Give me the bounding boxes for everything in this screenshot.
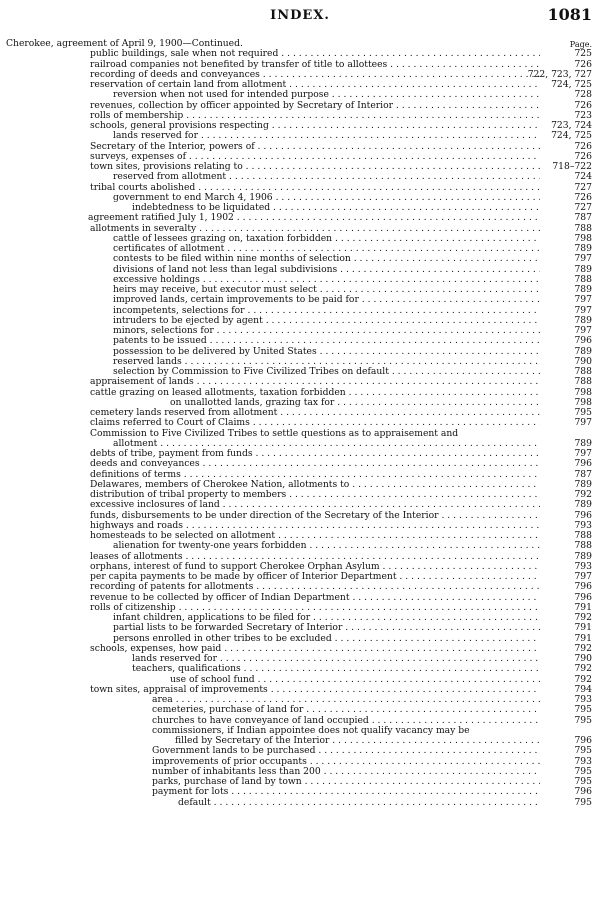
index-entry	[0, 418, 600, 428]
entry-text: churches to have conveyance of land occupied . . .	[152, 716, 540, 726]
index-entry	[0, 70, 600, 80]
entry-text: default . . .	[178, 798, 540, 808]
entry-page-ref: 796	[574, 509, 592, 521]
entry-page-ref: 724, 725	[551, 79, 592, 90]
entry-text: appraisement of lands . . .	[90, 377, 540, 387]
entry-text: number of inhabitants less than 200 . . .	[152, 767, 540, 777]
index-entry	[0, 183, 600, 193]
entry-text: on unallotted lands, grazing tax for . . .	[170, 398, 540, 408]
index-entry	[0, 726, 600, 736]
index-entry	[0, 552, 600, 562]
entry-text: certificates of allotment . . .	[113, 244, 540, 254]
entry-page-ref: 788	[574, 366, 592, 377]
entry-page-ref: 792	[574, 663, 592, 675]
entry-page-ref: 726	[574, 191, 592, 203]
index-entry	[0, 664, 600, 674]
index-entry	[0, 377, 600, 387]
entry-text: claims referred to Court of Claims . . .	[90, 418, 540, 428]
index-entry	[0, 388, 600, 398]
entry-page-ref: 788	[574, 540, 592, 552]
entry-page-ref: 796	[574, 458, 592, 470]
index-entry	[0, 49, 600, 59]
entry-page-ref: 795	[574, 796, 592, 808]
entry-text: tribal courts abolished . . .	[90, 183, 540, 193]
index-entry	[0, 705, 600, 715]
index-entry	[0, 439, 600, 449]
entry-text: selection by Commission to Five Civilized Tribes on default . . .	[113, 367, 540, 377]
entry-page-ref: 789	[574, 499, 592, 511]
index-entry	[0, 757, 600, 767]
entry-page-ref: 795	[574, 745, 592, 757]
entry-page-ref: 795	[574, 765, 592, 777]
entry-page-ref: 793	[574, 755, 592, 767]
entry-page-ref: 795	[574, 407, 592, 418]
entry-text: debts of tribe, payment from funds . . .	[90, 449, 540, 459]
entry-text: possession to be delivered by United States . . .	[113, 347, 540, 357]
entry-text: cattle of lessees grazing on, taxation forbidden . . .	[113, 234, 540, 244]
entry-text: improved lands, certain improvements to be paid for . . .	[113, 295, 540, 305]
entry-page-ref: 791	[574, 622, 592, 634]
entry-text: cemeteries, purchase of land for . . .	[152, 705, 540, 715]
index-entry	[0, 767, 600, 777]
entry-page-ref: 788	[574, 273, 592, 285]
entry-text: rolls of citizenship . . .	[90, 603, 540, 613]
entry-text: cemetery lands reserved from allotment . . .	[90, 408, 540, 418]
index-entry	[0, 459, 600, 469]
entry-text: area . . .	[152, 695, 540, 705]
index-entry	[0, 582, 600, 592]
entry-page-ref: 787	[574, 212, 592, 224]
entry-page-ref: 789	[574, 478, 592, 490]
index-entry	[0, 408, 600, 418]
index-entry	[0, 736, 600, 746]
entry-page-ref: 792	[574, 489, 592, 500]
entry-text: reserved lands . . .	[113, 357, 540, 367]
index-entry	[0, 521, 600, 531]
entry-text: orphans, interest of fund to support Cherokee Orphan Asylum . . .	[90, 562, 540, 572]
index-entry	[0, 111, 600, 121]
entry-text: reservation of certain land from allotment . . .	[90, 80, 540, 90]
index-entry	[0, 644, 600, 654]
index-entry	[0, 254, 600, 264]
entry-text: patents to be issued . . .	[113, 336, 540, 346]
index-entry	[0, 798, 600, 808]
entry-text: intruders to be ejected by agent . . .	[113, 316, 540, 326]
index-entry	[0, 398, 600, 408]
entry-page-ref: 722, 723, 727	[527, 68, 592, 80]
entry-page-ref: 723, 724	[551, 120, 592, 131]
index-entry	[0, 275, 600, 285]
entry-text: recording of deeds and conveyances . . .	[90, 70, 540, 80]
index-entry	[0, 623, 600, 633]
index-entry	[0, 593, 600, 603]
entry-text: government to end March 4, 1906 . . .	[113, 193, 540, 203]
index-entry	[0, 541, 600, 551]
entry-text: highways and roads . . .	[90, 521, 540, 531]
index-entry	[0, 500, 600, 510]
entry-page-ref: 797	[574, 571, 592, 582]
entry-page-ref: 791	[574, 632, 592, 644]
entry-page-ref: 796	[574, 581, 592, 593]
entry-page-ref: 791	[574, 601, 592, 613]
entry-page-ref: 789	[574, 263, 592, 275]
index-entry	[0, 357, 600, 367]
index-entry	[0, 60, 600, 70]
entry-text: leases of allotments . . .	[90, 552, 540, 562]
entry-text: lands reserved for . . .	[132, 654, 540, 664]
entry-text: per capita payments to be made by officer of Interior Department . . .	[90, 572, 540, 582]
index-entry	[0, 613, 600, 623]
index-entries	[0, 39, 600, 808]
entry-page-ref: 724, 725	[551, 130, 592, 142]
entry-text: funds, disbursements to be under direction of the Secretary of the Interior . . .	[90, 511, 540, 521]
entry-page-ref: 798	[574, 232, 592, 244]
entry-text: surveys, expenses of . . .	[90, 152, 540, 162]
entry-page-ref: 797	[574, 448, 592, 459]
entry-page-ref: 796	[574, 735, 592, 746]
entry-text: incompetents, selections for . . .	[113, 306, 540, 316]
index-entry	[0, 562, 600, 572]
index-entry	[0, 295, 600, 305]
index-entry	[0, 654, 600, 664]
entry-page-ref: 787	[574, 468, 592, 480]
entry-page-ref: 726	[574, 140, 592, 152]
entry-page-ref: 788	[574, 530, 592, 541]
index-entry	[0, 306, 600, 316]
entry-text: railroad companies not benefited by transfer of title to allottees . . .	[90, 60, 540, 70]
entry-text: rolls of membership . . .	[90, 111, 540, 121]
entry-page-ref: 793	[574, 519, 592, 531]
index-entry	[0, 367, 600, 377]
entry-text: use of school fund . . .	[170, 675, 540, 685]
entry-text: reserved from allotment . . .	[113, 172, 540, 182]
entry-text: allotment . . .	[113, 439, 540, 449]
index-entry	[0, 695, 600, 705]
entry-text: town sites, provisions relating to . . .	[90, 162, 540, 172]
entry-page-ref: 796	[574, 591, 592, 603]
index-entry	[0, 490, 600, 500]
entry-page-ref: 725	[574, 48, 592, 60]
entry-page-ref: 796	[574, 786, 592, 798]
page-number: 1081	[547, 5, 592, 24]
entry-text: deeds and conveyances . . .	[90, 459, 540, 469]
index-entry	[0, 80, 600, 90]
entry-page-ref: 728	[574, 89, 592, 101]
entry-text: improvements of prior occupants . . .	[152, 757, 540, 767]
index-entry	[0, 787, 600, 797]
entry-text: allotments in severalty . . .	[90, 224, 540, 234]
entry-text: payment for lots . . .	[152, 787, 540, 797]
entry-page-ref: 726	[574, 99, 592, 111]
entry-text: parks, purchase of land by town . . .	[152, 777, 540, 787]
entry-text: Cherokee, agreement of April 9, 1900—Continued.	[6, 38, 243, 49]
entry-text: agreement ratified July 1, 1902 . . .	[88, 213, 540, 223]
index-entry	[0, 511, 600, 521]
entry-text: Delawares, members of Cherokee Nation, allotments to . . .	[90, 480, 540, 490]
entry-text: reversion when not used for intended purpose . . .	[113, 90, 540, 100]
entry-text: persons enrolled in other tribes to be excluded . . .	[113, 634, 540, 644]
entry-text: alienation for twenty-one years forbidden . . .	[113, 541, 540, 551]
index-entry	[0, 603, 600, 613]
entry-text: teachers, qualifications . . .	[132, 664, 540, 674]
entry-page-ref: 792	[574, 612, 592, 623]
entry-page-ref: 795	[574, 714, 592, 726]
entry-text: lands reserved for . . .	[113, 131, 540, 141]
entry-text: excessive inclosures of land . . .	[90, 500, 540, 510]
index-entry	[0, 203, 600, 213]
entry-page-ref: 797	[574, 325, 592, 336]
entry-text: Secretary of the Interior, powers of . . .	[90, 142, 540, 152]
entry-page-ref: 727	[574, 202, 592, 213]
entry-page-ref: 798	[574, 386, 592, 398]
index-entry	[0, 121, 600, 131]
entry-text: town sites, appraisal of improvements . . .	[90, 685, 540, 695]
entry-page-ref: 798	[574, 396, 592, 408]
index-entry	[0, 347, 600, 357]
index-entry	[0, 316, 600, 326]
entry-text: excessive holdings . . .	[113, 275, 540, 285]
page-column-label: Page.	[569, 40, 592, 49]
entry-page-ref: 794	[574, 683, 592, 695]
entry-page-ref: 723	[574, 109, 592, 121]
index-entry	[0, 101, 600, 111]
entry-text: schools, general provisions respecting . . .	[90, 121, 540, 131]
entry-text: filled by Secretary of the Interior . . .	[175, 736, 540, 746]
index-entry	[0, 746, 600, 756]
entry-page-ref: 797	[574, 253, 592, 265]
index-entry	[0, 326, 600, 336]
index-entry	[0, 449, 600, 459]
entry-page-ref: 790	[574, 653, 592, 664]
index-entry	[0, 336, 600, 346]
entry-page-ref: 789	[574, 550, 592, 562]
entry-text: contests to be filed within nine months of selection . . .	[113, 254, 540, 264]
index-entry	[0, 152, 600, 162]
entry-page-ref: 792	[574, 642, 592, 654]
entry-page-ref: 795	[574, 704, 592, 716]
index-entry	[0, 531, 600, 541]
index-heading: INDEX.	[270, 8, 330, 23]
entry-page-ref: 789	[574, 345, 592, 357]
entry-page-ref: 797	[574, 417, 592, 429]
entry-text: infant children, applications to be filed for . . .	[113, 613, 540, 623]
entry-page-ref: 789	[574, 284, 592, 295]
index-entry	[0, 90, 600, 100]
entry-text: Government lands to be purchased . . .	[152, 746, 540, 756]
entry-page-ref: 789	[574, 437, 592, 449]
entry-page-ref: 789	[574, 314, 592, 326]
entry-page-ref: 718–722	[552, 161, 592, 172]
entry-page-ref: 793	[574, 560, 592, 572]
index-entry	[0, 142, 600, 152]
entry-text: Commission to Five Civilized Tribes to settle questions as to appraisement and	[90, 427, 459, 439]
entry-page-ref: 796	[574, 335, 592, 347]
entry-text: minors, selections for . . .	[113, 326, 540, 336]
index-entry	[0, 285, 600, 295]
entry-page-ref: 797	[574, 304, 592, 316]
index-entry	[0, 213, 600, 223]
entry-page-ref: 789	[574, 243, 592, 254]
entry-page-ref: 726	[574, 150, 592, 162]
entry-page-ref: 788	[574, 376, 592, 388]
entry-text: revenues, collection by officer appointed by Secretary of Interior . . .	[90, 101, 540, 111]
entry-text: public buildings, sale when not required . . .	[90, 49, 540, 59]
index-entry	[0, 480, 600, 490]
index-entry	[0, 685, 600, 695]
index-entry	[0, 172, 600, 182]
index-entry	[0, 162, 600, 172]
entry-page-ref: 797	[574, 294, 592, 306]
index-entry	[0, 429, 600, 439]
index-entry	[0, 193, 600, 203]
entry-text: partial lists to be forwarded Secretary of Interior . . .	[113, 623, 540, 633]
entry-page-ref: 788	[574, 222, 592, 234]
entry-text: schools, expenses, how paid . . .	[90, 644, 540, 654]
entry-text: cattle grazing on leased allotments, taxation forbidden . . .	[90, 388, 540, 398]
entry-text: revenue to be collected by officer of Indian Department . . .	[90, 593, 540, 603]
index-entry	[0, 265, 600, 275]
index-entry	[0, 224, 600, 234]
index-entry	[0, 244, 600, 254]
entry-page-ref: 795	[574, 776, 592, 787]
index-entry	[0, 634, 600, 644]
entry-page-ref: 792	[574, 673, 592, 685]
entry-page-ref: 726	[574, 58, 592, 70]
entry-text: commissioners, if Indian appointee does not qualify vacancy may be	[152, 724, 470, 736]
entry-text: definitions of terms . . .	[90, 470, 540, 480]
index-entry	[0, 777, 600, 787]
entry-page-ref: 790	[574, 355, 592, 367]
entry-page-ref: 793	[574, 694, 592, 705]
index-entry	[0, 572, 600, 582]
entry-page-ref: 727	[574, 181, 592, 193]
index-entry	[0, 131, 600, 141]
entry-text: divisions of land not less than legal subdivisions . . .	[113, 265, 540, 275]
entry-page-ref: 724	[574, 171, 592, 183]
entry-text: recording of patents for allotments . . .	[90, 582, 540, 592]
entry-text: distribution of tribal property to members . . .	[90, 490, 540, 500]
entry-text: indebtedness to be liquidated . . .	[132, 203, 540, 213]
entry-text: heirs may receive, but executor must select . . .	[113, 285, 540, 295]
index-entry	[0, 39, 600, 49]
index-entry	[0, 675, 600, 685]
entry-text: homesteads to be selected on allotment . . .	[90, 531, 540, 541]
index-entry	[0, 234, 600, 244]
index-entry	[0, 470, 600, 480]
